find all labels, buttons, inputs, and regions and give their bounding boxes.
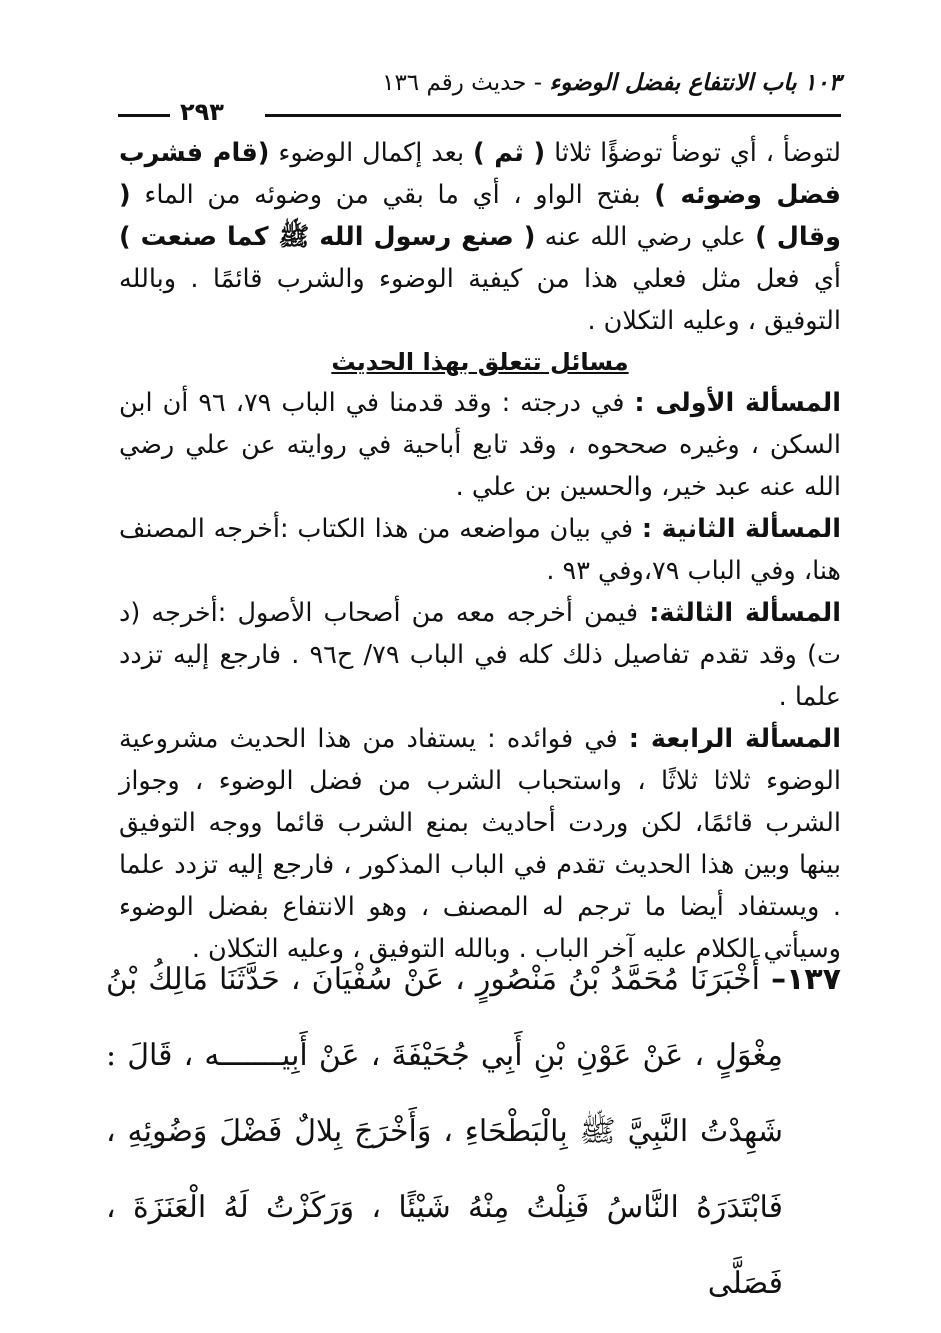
issue-label: المسألة الثالثة: <box>649 598 841 628</box>
commentary-body <box>119 132 841 970</box>
issue-label: المسألة الثانية : <box>641 514 841 544</box>
commentary-text: علي رضي الله عنه <box>535 222 756 252</box>
issue-label: المسألة الأولى : <box>634 388 841 418</box>
issue-paragraph <box>119 718 841 970</box>
commentary-paragraph <box>119 132 841 342</box>
quoted-phrase: ( صنع رسول الله ﷺ كما صنعت ) <box>119 222 536 252</box>
commentary-text: لتوضأ ، أي توضأ توضؤًا ثلاثا <box>545 138 841 168</box>
page-number-block <box>118 98 268 128</box>
quoted-phrase: (قام فشرب فضل وضوئه ) <box>119 138 841 210</box>
section-title: مسائل تتعلق بهذا الحديث <box>331 348 629 376</box>
issue-paragraph <box>119 592 841 718</box>
issue-paragraph <box>119 508 841 592</box>
issue-text: في بيان مواضعه من هذا الكتاب :أخرجه المصنف هنا، وفي الباب ٧٩،وفي ٩٣ . <box>119 514 841 586</box>
hadith-line <box>106 942 841 1018</box>
hadith-line: شَهِدْتُ النَّبِيَّ ﷺ بِالْبَطْحَاءِ ، وَأَخْرَجَ بِلالٌ فَضْلَ وَضُوئِهِ ، <box>106 1114 783 1149</box>
issue-paragraph <box>119 382 841 508</box>
hadith-reference: حديث رقم ١٣٦ <box>382 70 527 96</box>
quoted-phrase: ( ثم ) <box>472 138 546 168</box>
page-number: ٢٩٣ <box>180 98 224 126</box>
commentary-text: بعد إكمال الوضوء <box>269 138 473 168</box>
header-rule <box>265 114 841 117</box>
issue-text: فيمن أخرجه معه من أصحاب الأصول :أخرجه (د ت) وقد تقدم تفاصيل ذلك كله في الباب ٧٩/ ح٩٦ . فارجع إليه تزدد علما . <box>119 598 841 712</box>
hadith-line-text: أَخْبَرَنَا مُحَمَّدُ بْنُ مَنْصُورٍ ، عَنْ سُفْيَانَ ، حَدَّثَنَا مَالِكُ بْنُ <box>106 962 772 997</box>
issues-list <box>119 382 841 970</box>
chapter-title: باب الانتفاع بفضل الوضوء <box>549 70 797 96</box>
issue-text: في فوائده : يستفاد من هذا الحديث مشروعية الوضوء ثلاثا ثلاثًا ، واستحباب الشرب من فضل الوضوء ، وجواز الشرب قائمًا، لكن وردت أحاديث بمنع الشرب قائما ووجه التوفيق بينها وبين هذا الحديث تقدم في الباب المذكور ، فارجع إليه تزدد علما . ويستفاد أيضا ما ترجم له المصنف ، وهو الانتفاع بفضل الوضوء وسيأتي الكلام عليه آخر الباب . وبالله التوفيق ، وعليه التكلان . <box>119 724 841 964</box>
hadith-line: فَابْتَدَرَهُ النَّاسُ فَنِلْتُ مِنْهُ شَيْئًا ، وَرَكَزْتُ لَهُ الْعَنَزَةَ ، فَصَلَّى <box>106 1190 783 1301</box>
commentary-text: أي فعل مثل فعلي هذا من كيفية الوضوء والشرب قائمًا . وبالله التوفيق ، وعليه التكلان . <box>119 264 841 336</box>
page-number-rule <box>118 114 170 117</box>
hadith-text <box>106 942 841 1322</box>
issue-text: في درجته : وقد قدمنا في الباب ٧٩، ٩٦ أن ابن السكن ، وغيره صححوه ، وقد تابع أباحية في روايته عن علي رضي الله عنه عبد خير، والحسين بن علي . <box>119 388 841 502</box>
hadith-number: ١٣٧– <box>771 962 841 997</box>
commentary-text: بفتح الواو ، أي ما بقي من وضوئه من الماء <box>130 180 655 210</box>
hadith-line: مِغْوَلٍ ، عَنْ عَوْنِ بْنِ أَبِي جُحَيْفَةَ ، عَنْ أَبِيـــــــه ، قَالَ : <box>106 1038 783 1073</box>
header-separator: - <box>526 70 543 96</box>
issue-label: المسألة الرابعة : <box>628 724 842 754</box>
chapter-number: ١٠٣ <box>803 70 841 96</box>
quoted-phrase: ( وقال ) <box>119 180 841 252</box>
